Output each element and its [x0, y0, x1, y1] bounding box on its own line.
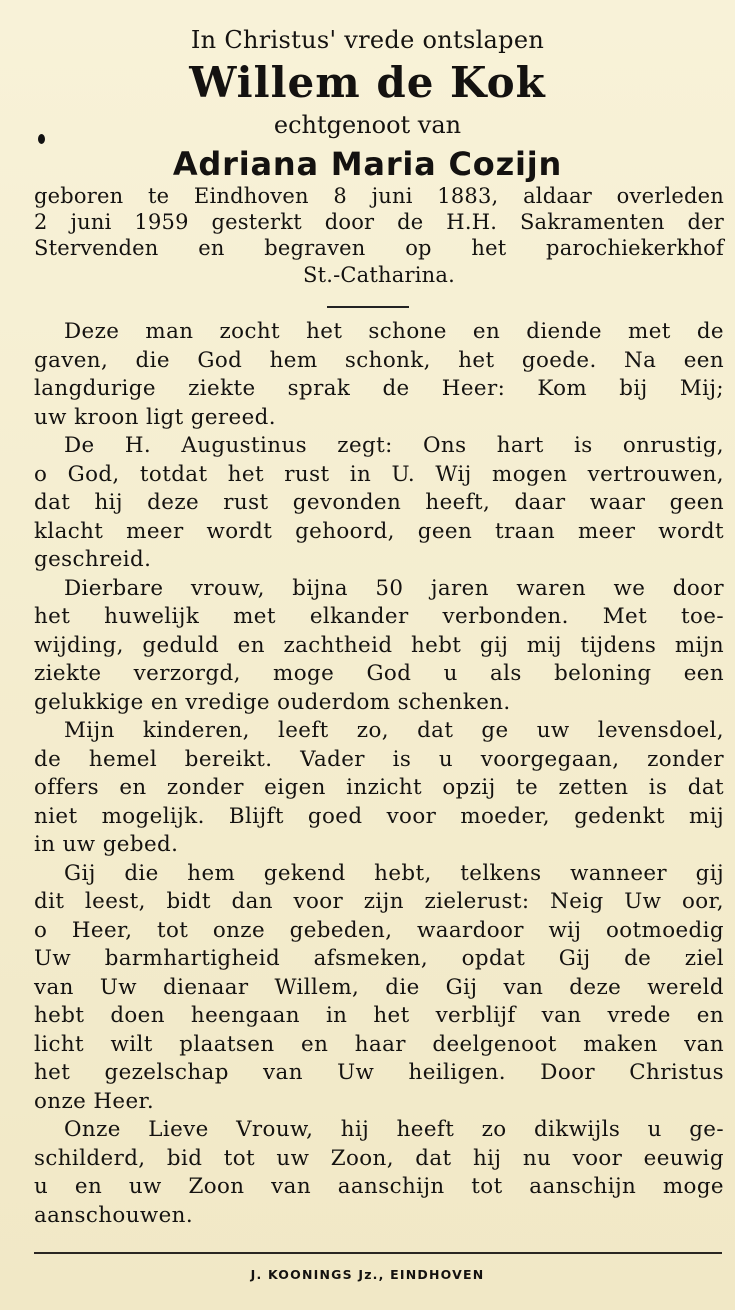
memorial-text: [34, 318, 724, 1230]
text-line: niet mogelijk. Blijft goed voor moeder, gedenkt mij: [34, 803, 724, 829]
paragraph: [34, 318, 724, 432]
text-line: uw kroon ligt gereed.: [34, 404, 276, 430]
text-line: dat hij deze rust gevonden heeft, daar waar geen: [34, 490, 724, 515]
text-line: offers en zonder eigen inzicht opzij te zetten is dat: [34, 775, 724, 800]
text-line: De H. Augustinus zegt: Ons hart is onrustig,: [64, 433, 724, 458]
bio-line: 2 juni 1959 gesterkt door de H.H. Sakramenten der: [34, 210, 724, 234]
text-line: Mijn kinderen, leeft zo, dat ge uw levensdoel,: [64, 718, 724, 743]
spouse-name: Adriana Maria Cozijn: [172, 145, 563, 183]
text-line: hebt doen heengaan in het verblijf van vrede en: [34, 1003, 724, 1028]
printer-credit: J. KOONINGS Jz., EINDHOVEN: [250, 1267, 485, 1282]
text-line: dit leest, bidt dan voor zijn zielerust: Neig Uw oor,: [34, 889, 724, 914]
text-line: het gezelschap van Uw heiligen. Door Christus: [34, 1060, 724, 1085]
text-line: Onze Lieve Vrouw, hij heeft zo dikwijls u ge-: [64, 1117, 724, 1142]
text-line: gaven, die God hem schonk, het goede. Na een: [34, 347, 724, 373]
text-line: langdurige ziekte sprak de Heer: Kom bij Mij;: [34, 376, 724, 401]
bio-line: geboren te Eindhoven 8 juni 1883, aldaar overleden: [34, 184, 724, 208]
footer-divider: [34, 1252, 722, 1254]
text-line: van Uw dienaar Willem, die Gij van deze wereld: [34, 974, 724, 1000]
bio-line: St.-Catharina.: [303, 263, 455, 287]
text-line: schilderd, bid tot uw Zoon, dat hij nu voor eeuwig: [34, 1145, 724, 1171]
paragraph: [34, 860, 724, 1117]
text-line: het huwelijk met elkander verbonden. Met toe-: [34, 604, 724, 629]
deceased-name: Willem de Kok: [189, 58, 546, 107]
intro-line: In Christus' vrede ontslapen: [190, 26, 545, 54]
text-line: aanschouwen.: [34, 1202, 194, 1228]
text-line: klacht meer wordt gehoord, geen traan meer wordt: [34, 518, 724, 544]
text-line: u en uw Zoon van aanschijn tot aanschijn moge: [34, 1174, 724, 1199]
text-line: ziekte verzorgd, moge God u als beloning een: [34, 661, 724, 686]
ink-speck: [38, 134, 45, 144]
text-line: Deze man zocht het schone en diende met de: [64, 319, 724, 344]
biography: [34, 183, 724, 289]
text-line: gelukkige en vredige ouderdom schenken.: [34, 689, 511, 715]
text-line: geschreid.: [34, 547, 152, 572]
text-line: licht wilt plaatsen en haar deelgenoot maken van: [34, 1031, 724, 1057]
card-header: [0, 22, 735, 186]
paragraph: [34, 717, 724, 860]
text-line: onze Heer.: [34, 1088, 155, 1114]
spouse-label: echtgenoot van: [273, 111, 462, 139]
paragraph: [34, 1116, 724, 1230]
paragraph: [34, 575, 724, 718]
text-line: wijding, geduld en zachtheid hebt gij mij tijdens mijn: [34, 632, 724, 658]
text-line: o God, totdat het rust in U. Wij mogen vertrouwen,: [34, 461, 724, 487]
text-line: de hemel bereikt. Vader is u voorgegaan, zonder: [34, 746, 724, 772]
text-line: in uw gebed.: [34, 832, 179, 857]
text-line: o Heer, tot onze gebeden, waardoor wij ootmoedig: [34, 917, 724, 943]
text-line: Uw barmhartigheid afsmeken, opdat Gij de ziel: [34, 946, 724, 971]
bio-line: Stervenden en begraven op het parochiekerkhof: [34, 236, 724, 260]
paragraph: [34, 432, 724, 575]
text-line: Dierbare vrouw, bijna 50 jaren waren we door: [64, 575, 724, 601]
text-line: Gij die hem gekend hebt, telkens wanneer gij: [64, 860, 724, 886]
short-divider: [327, 306, 409, 308]
